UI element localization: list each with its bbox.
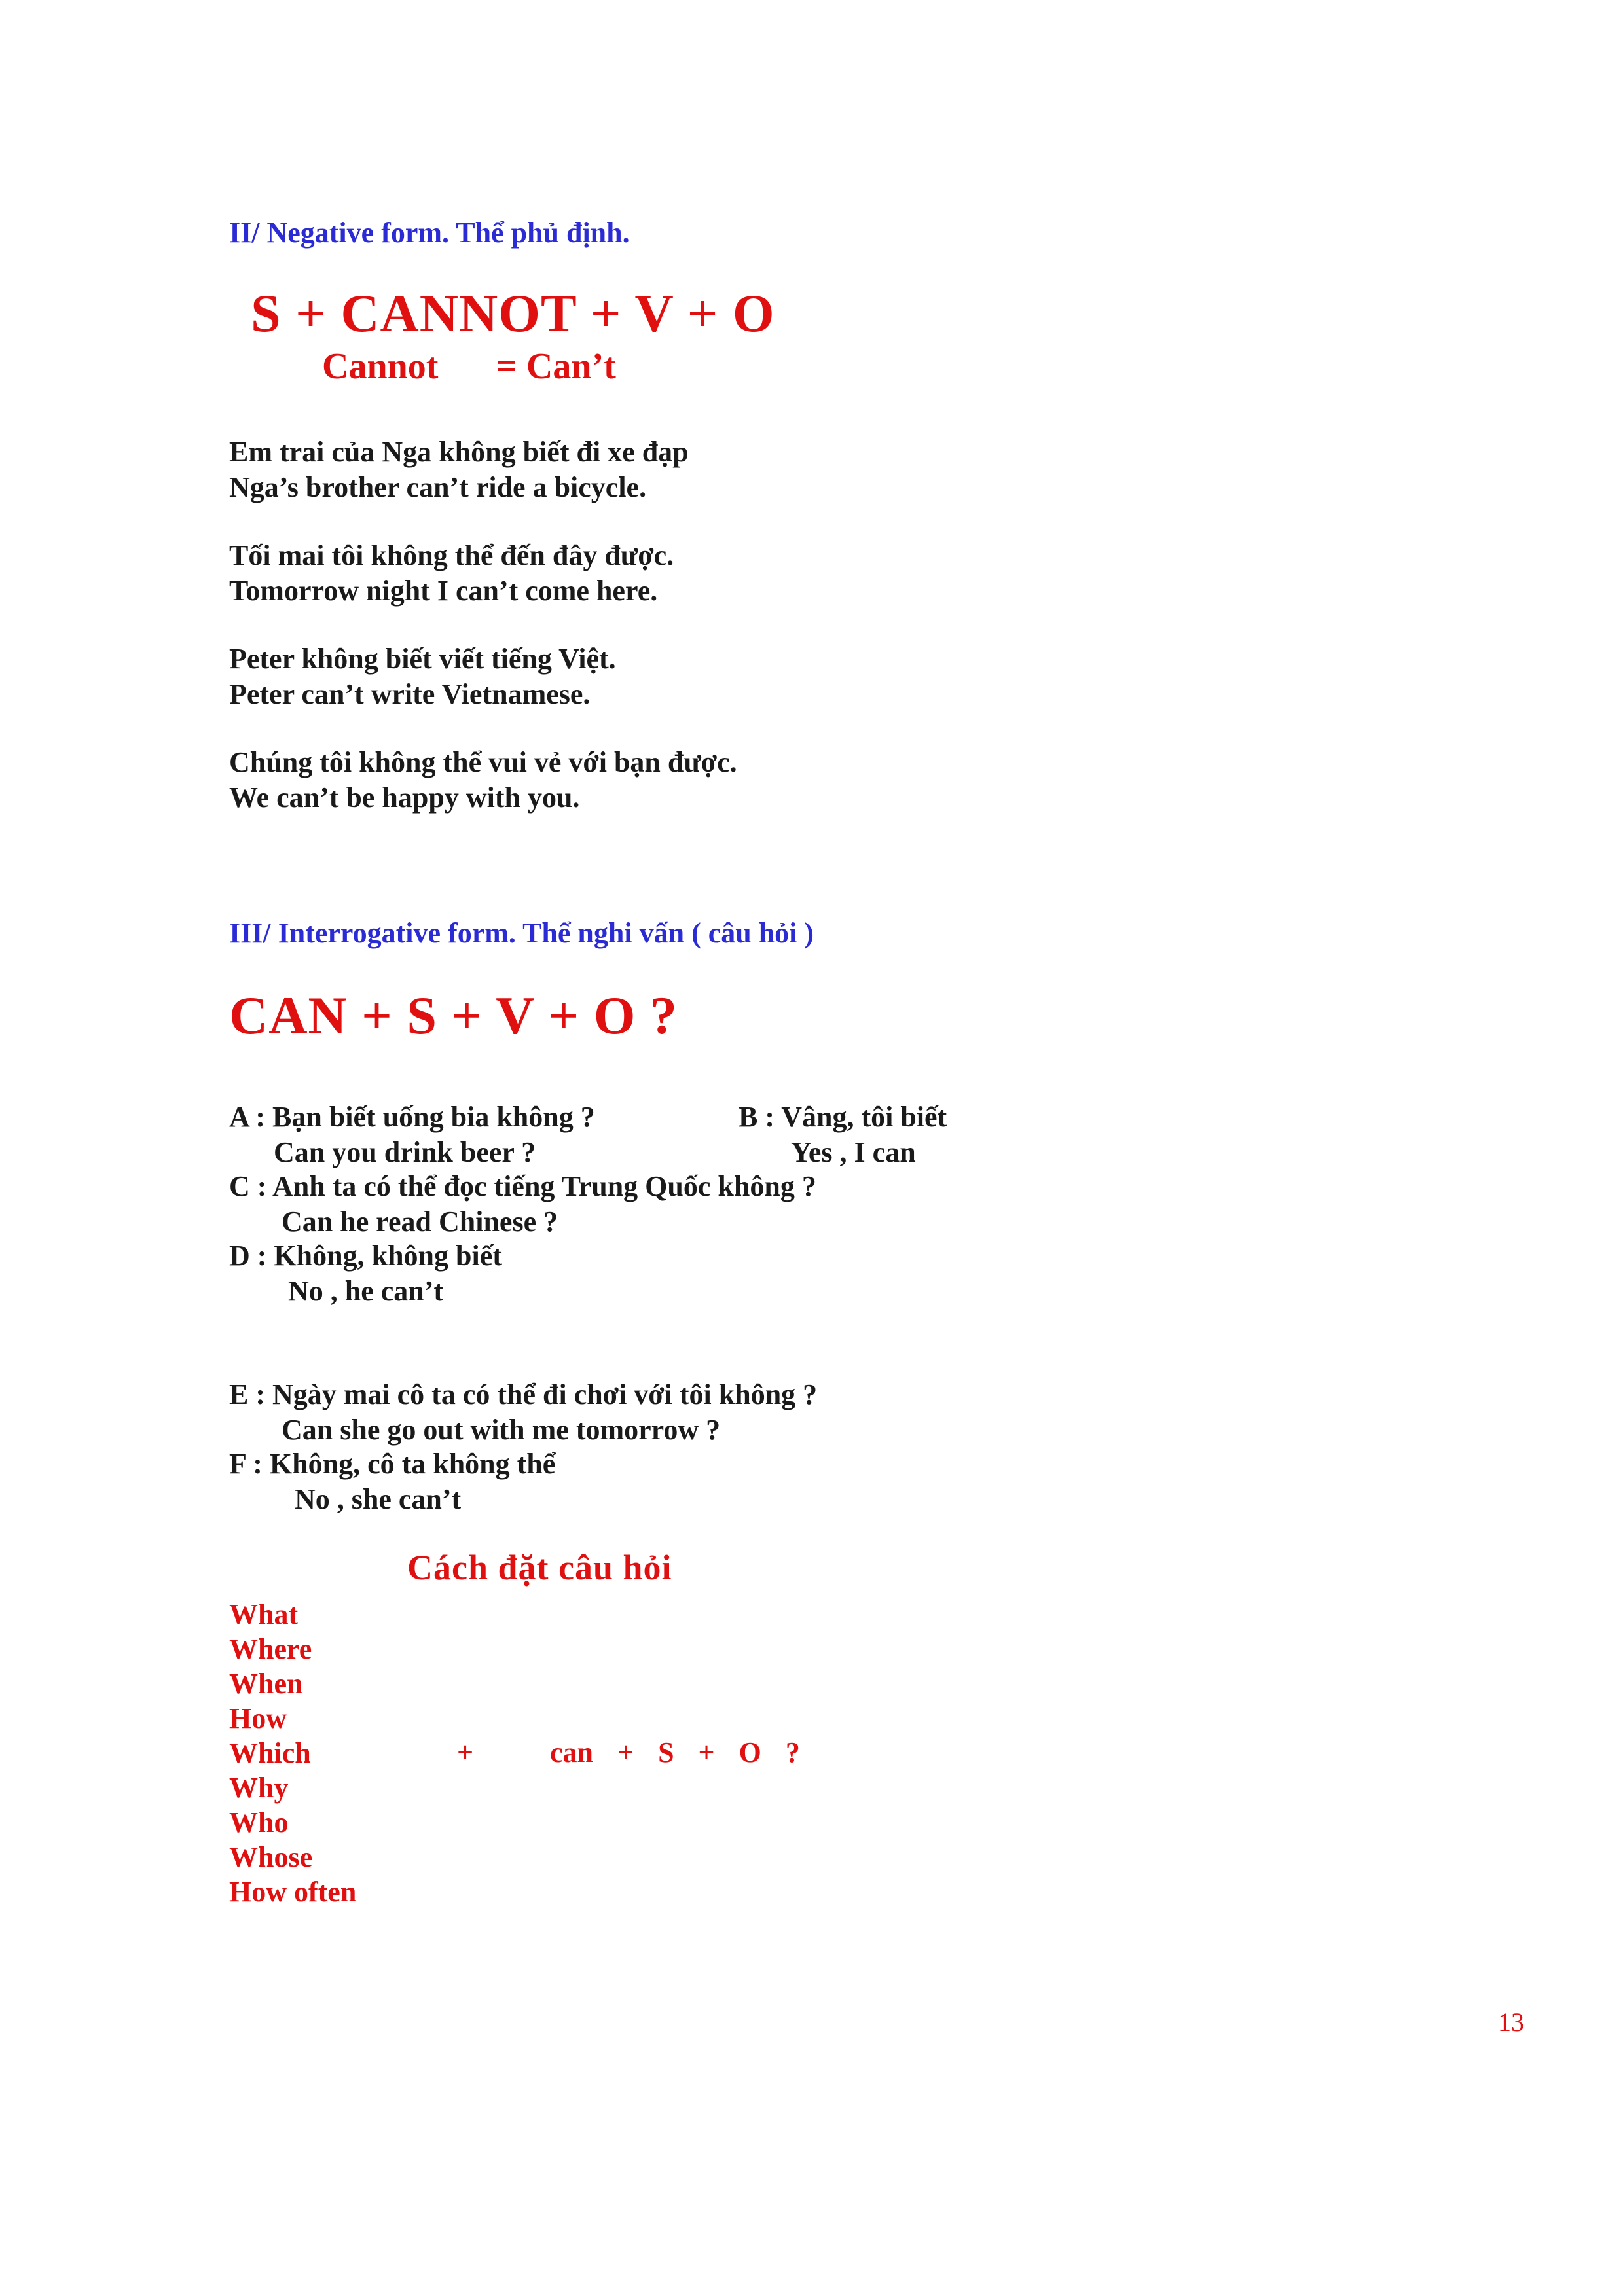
- dialogue-c-question: C : Anh ta có thể đọc tiếng Trung Quốc không ?: [229, 1170, 816, 1202]
- negative-example-2: [229, 538, 674, 609]
- example-english: Tomorrow night I can’t come here.: [229, 575, 658, 607]
- wh-word: How: [229, 1702, 287, 1734]
- page-number: 13: [1498, 2007, 1524, 2037]
- dialogue-d-answer: D : Không, không biết: [229, 1240, 502, 1272]
- wh-word: When: [229, 1668, 303, 1700]
- dialogue-b-english: Yes , I can: [791, 1136, 916, 1168]
- wh-word: What: [229, 1598, 299, 1630]
- negative-example-3: [229, 641, 616, 712]
- dialogue-c-english: Can he read Chinese ?: [282, 1206, 558, 1238]
- negative-example-1: [229, 435, 689, 505]
- section-heading-negative: II/ Negative form. Thể phủ định.: [229, 217, 630, 249]
- interrogative-formula: CAN + S + V + O ?: [229, 986, 678, 1045]
- dialogue-f-english: No , she can’t: [295, 1483, 462, 1515]
- example-vietnamese: Peter không biết viết tiếng Việt.: [229, 643, 616, 675]
- example-english: We can’t be happy with you.: [229, 781, 580, 814]
- contraction-left: Cannot: [322, 346, 439, 387]
- wh-word: How often: [229, 1876, 357, 1908]
- example-vietnamese: Chúng tôi không thể vui vẻ với bạn được.: [229, 746, 737, 778]
- question-formula: can + S + O ?: [550, 1736, 800, 1768]
- question-formula-plus: +: [457, 1736, 474, 1768]
- dialogue-a-english: Can you drink beer ?: [274, 1136, 536, 1168]
- dialogue-a-question: A : Bạn biết uống bia không ?: [229, 1101, 595, 1133]
- dialogue-e-question: E : Ngày mai cô ta có thể đi chơi với tôi không ?: [229, 1378, 818, 1410]
- example-vietnamese: Tối mai tôi không thể đến đây được.: [229, 539, 674, 571]
- dialogue-f-answer: F : Không, cô ta không thể: [229, 1448, 556, 1480]
- question-formation-title: Cách đặt câu hỏi: [407, 1548, 672, 1587]
- wh-word: Where: [229, 1633, 312, 1665]
- dialogue-e-english: Can she go out with me tomorrow ?: [282, 1414, 721, 1446]
- negative-formula: S + CANNOT + V + O: [251, 283, 775, 343]
- dialogue-b-answer: B : Vâng, tôi biết: [739, 1101, 947, 1133]
- wh-word: Which: [229, 1737, 311, 1769]
- section-heading-interrogative: III/ Interrogative form. Thể nghi vấn ( câu hỏi ): [229, 917, 814, 949]
- wh-word: Who: [229, 1806, 289, 1839]
- example-english: Nga’s brother can’t ride a bicycle.: [229, 471, 647, 503]
- example-vietnamese: Em trai của Nga không biết đi xe đạp: [229, 436, 689, 468]
- example-english: Peter can’t write Vietnamese.: [229, 678, 591, 710]
- dialogue-d-english: No , he can’t: [288, 1275, 444, 1307]
- wh-word: Why: [229, 1772, 289, 1804]
- negative-example-4: [229, 745, 737, 816]
- wh-word: Whose: [229, 1841, 313, 1873]
- contraction-right: = Can’t: [496, 346, 616, 387]
- wh-word-list: [229, 1597, 356, 1909]
